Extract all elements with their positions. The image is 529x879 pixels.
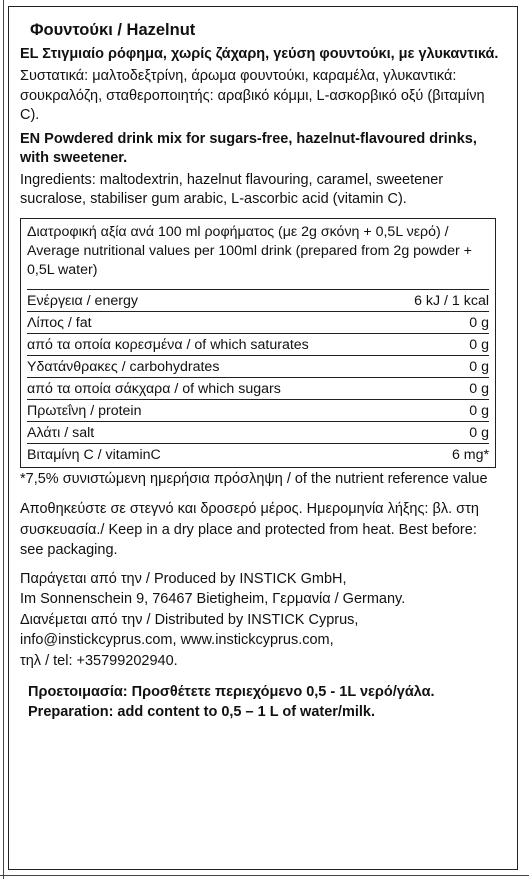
producer-address: Im Sonnenschein 9, 76467 Bietigheim, Γερμανία / Germany. [20, 591, 406, 607]
nutrient-label: από τα οποία κορεσμένα / of which saturates [27, 333, 392, 355]
nutrient-label: Πρωτεΐνη / protein [27, 399, 392, 421]
table-row [27, 333, 489, 355]
producer-info [20, 569, 500, 672]
nutrient-value: 0 g [392, 333, 489, 355]
nutrient-value: 0 g [392, 421, 489, 443]
nutrient-label: Αλάτι / salt [27, 421, 392, 443]
table-row [27, 355, 489, 377]
label-content [20, 20, 500, 722]
producer-line: Παράγεται από την / Produced by INSTICK GmbH, [20, 570, 347, 587]
preparation-en: Preparation: add content to 0,5 – 1 L of water/milk. [28, 703, 376, 720]
product-title: Φουντούκι / Hazelnut [30, 21, 196, 39]
el-description: EL Στιγμιαίο ρόφημα, χωρίς ζάχαρη, γεύση φουντούκι, με γλυκαντικά. [20, 46, 499, 62]
nutrition-header: Διατροφική αξία ανά 100 ml ροφήματος (με 2g σκόνη + 0,5L νερό) / Average nutritional values per 100ml drink (prepared from 2g powder + 0,5L water) [27, 223, 472, 278]
nutrient-footnote: *7,5% συνιστώμενη ημερήσια πρόσληψη / of the nutrient reference value [20, 470, 488, 487]
nutrient-value: 0 g [392, 311, 489, 333]
preparation-el: Προετοιμασία: Προσθέτετε περιεχόμενο 0,5 - 1L νερό/γάλα. [28, 684, 435, 700]
nutrient-label: Λίπος / fat [27, 311, 392, 333]
table-row [27, 289, 489, 311]
el-ingredients: Συστατικά: μαλτοδεξτρίνη, άρωμα φουντούκι, καραμέλα, γλυκαντικά: σουκραλόζη, σταθεροποιητής: αραβικό κόμμι, L-ασκορβικό οξύ (βιταμίνη C). [20, 68, 485, 123]
nutrient-value: 6 mg* [392, 443, 489, 465]
nutrition-table [27, 289, 489, 465]
distributor-contacts: info@instickcyprus.com, www.instickcyprus.com, [20, 632, 334, 648]
left-edge-line [3, 0, 4, 879]
nutrition-box [20, 218, 496, 468]
en-description: EN Powdered drink mix for sugars-free, hazelnut-flavoured drinks, with sweetener. [20, 130, 477, 166]
nutrient-label: Υδατάνθρακες / carbohydrates [27, 355, 392, 377]
nutrient-label: Ενέργεια / energy [27, 289, 392, 311]
distributor-phone: τηλ / tel: +35799202940. [20, 652, 178, 669]
nutrient-value: 0 g [392, 355, 489, 377]
distributor-line: Διανέμεται από την / Distributed by INSTICK Cyprus, [20, 611, 359, 628]
nutrient-label: από τα οποία σάκχαρα / of which sugars [27, 377, 392, 399]
nutrient-value: 0 g [392, 377, 489, 399]
bottom-edge-line [0, 875, 529, 876]
en-ingredients: Ingredients: maltodextrin, hazelnut flavouring, caramel, sweetener sucralose, stabiliser gum arabic, L-ascorbic acid (vitamin C). [20, 171, 444, 207]
nutrient-value: 6 kJ / 1 kcal [392, 289, 489, 311]
table-row [27, 399, 489, 421]
nutrient-value: 0 g [392, 399, 489, 421]
table-row [27, 377, 489, 399]
storage-instructions: Αποθηκεύστε σε στεγνό και δροσερό μέρος. Ημερομηνία λήξης: βλ. στη συσκευασία./ Keep in a dry place and protected from heat. Best before: see packaging. [20, 501, 479, 558]
nutrient-label: Βιταμίνη C / vitaminC [27, 443, 392, 465]
table-row [27, 421, 489, 443]
table-row [27, 443, 489, 465]
table-row [27, 311, 489, 333]
